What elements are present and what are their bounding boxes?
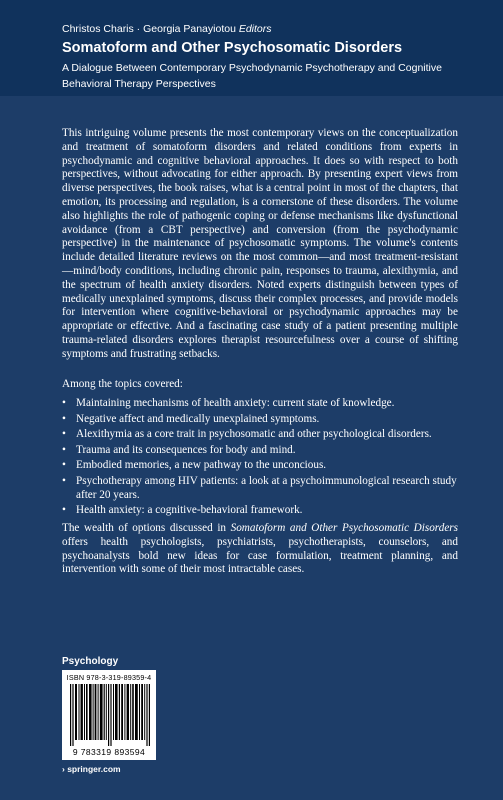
list-item bbox=[62, 428, 458, 442]
topic-text: Health anxiety: a cognitive-behavioral framework. bbox=[76, 504, 303, 517]
publisher-link[interactable]: › springer.com bbox=[62, 764, 121, 774]
description-paragraph: This intriguing volume presents the most contemporary views on the conceptualization and treatment of somatoform disorders and related conditions from experts in psychodynamic and cognitive behavioral approaches. It does so with respect to both perspectives, without advocating for either approach. By presenting expert views from diverse perspectives, the book raises, what is a central point in most of the chapters, that emotion, its processing and regulation, is a cornerstone of these disorders. The volume also highlights the role of pathogenic coping or defense mechanisms like dysfunctional avoidance (from a CBT perspective) and conversion (from the psychodynamic perspective) in the maintenance of psychosomatic symptoms. The volume's contents include detailed literature reviews on the most common—and most treatment-resistant—mind/body conditions, including chronic pain, responses to trauma, alexithymia, and the spectrum of health anxiety disorders. Noted experts distinguish between types of medically unexplained symptoms, discuss their complex processes, and provide models for intervention where cognitive-behavioral or psychodynamic approaches may be appropriate or effective. And a fascinating case study of a patient presenting multiple trauma-related disorders explores therapist resourcefulness over a course of shifting symptoms and frustrating setbacks. bbox=[62, 127, 458, 360]
list-item bbox=[62, 397, 458, 411]
bullet-icon: • bbox=[62, 459, 66, 472]
list-item bbox=[62, 444, 458, 458]
bullet-icon: • bbox=[62, 474, 66, 487]
closing-text-start: The wealth of options discussed in bbox=[62, 522, 231, 534]
book-title: Somatoform and Other Psychosomatic Disorders bbox=[62, 40, 403, 56]
closing-book-title: Somatoform and Other Psychosomatic Disorders bbox=[230, 522, 458, 534]
list-item bbox=[62, 475, 458, 503]
list-item bbox=[62, 413, 458, 427]
bullet-icon: • bbox=[62, 504, 66, 517]
bullet-icon: • bbox=[62, 443, 66, 456]
topic-text: Maintaining mechanisms of health anxiety: current state of knowledge. bbox=[76, 397, 395, 409]
editor-names: Christos Charis · Georgia Panayiotou bbox=[62, 23, 236, 35]
list-item bbox=[62, 504, 458, 518]
barcode-number: 9 783319 893594 bbox=[72, 747, 146, 757]
bullet-icon: • bbox=[62, 397, 66, 409]
book-subtitle: A Dialogue Between Contemporary Psychodynamic Psychotherapy and Cognitive Behavioral Therapy Perspectives bbox=[62, 62, 442, 90]
closing-text-end: offers health psychologists, psychiatrists, psychotherapists, counselors, and psychoanalysts bold new ideas for case formulation, treatment planning, and intervention with some of their most intractable cases. bbox=[62, 535, 458, 576]
topics-heading: Among the topics covered: bbox=[62, 378, 183, 390]
bullet-icon: • bbox=[62, 428, 66, 441]
topic-text: Negative affect and medically unexplained symptoms. bbox=[76, 412, 320, 425]
isbn-label: ISBN 978-3-319-89359-4 bbox=[66, 673, 152, 682]
subject-category: Psychology bbox=[62, 656, 119, 667]
barcode-panel bbox=[62, 670, 156, 760]
topic-text: Embodied memories, a new pathway to the unconcious. bbox=[76, 459, 327, 472]
topics-list bbox=[62, 397, 458, 520]
editors-line bbox=[62, 23, 272, 35]
editors-role: Editors bbox=[238, 23, 272, 35]
closing-paragraph bbox=[62, 522, 458, 577]
topic-text: Trauma and its consequences for body and mind. bbox=[76, 443, 296, 456]
list-item bbox=[62, 459, 458, 473]
topic-text: Alexithymia as a core trait in psychosomatic and other psychological disorders. bbox=[76, 428, 432, 441]
barcode-icon bbox=[70, 684, 150, 746]
bullet-icon: • bbox=[62, 412, 66, 425]
topic-text: Psychotherapy among HIV patients: a look at a psychoimmunological research study after 20 years. bbox=[76, 474, 457, 501]
